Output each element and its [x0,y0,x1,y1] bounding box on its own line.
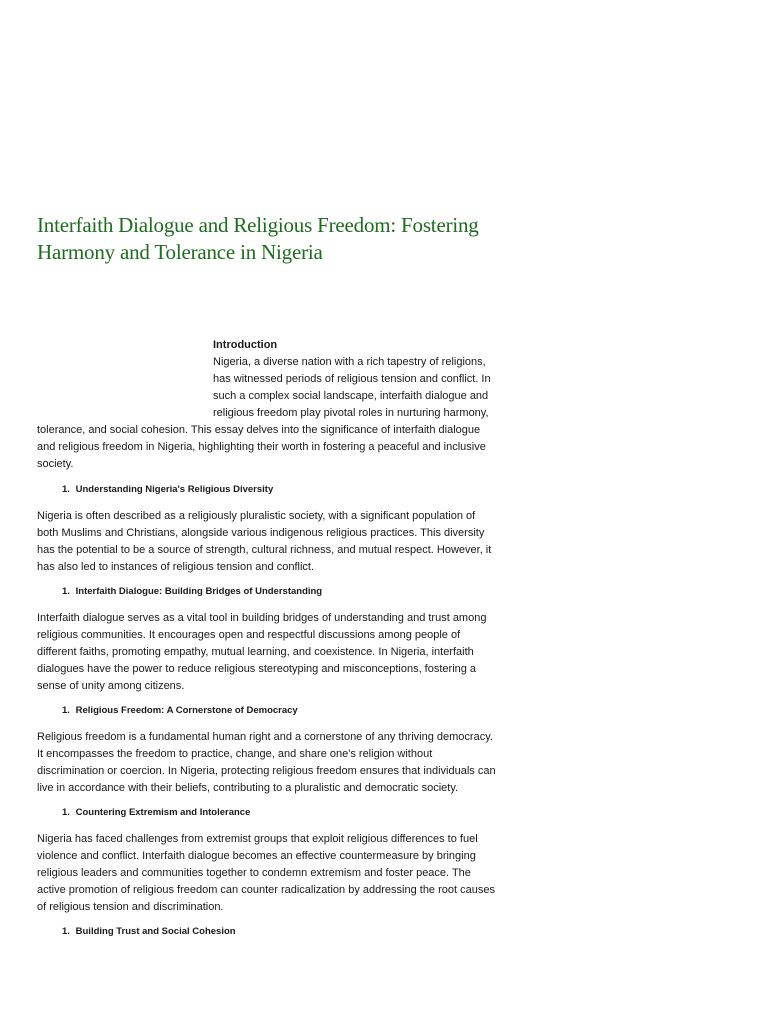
intro-heading: Introduction [213,339,278,351]
section-heading [37,483,499,497]
article-content [37,337,499,950]
section-number: 1. [62,926,70,937]
section-heading [37,585,499,599]
section-number: 1. [62,586,70,597]
section-title: Building Trust and Social Cohesion [75,926,236,937]
section-title: Religious Freedom: A Cornerstone of Democracy [75,705,298,716]
section-paragraph: Nigeria has faced challenges from extremist groups that exploit religious differences to fuel violence and conflict. Interfaith dialogue becomes an effective countermeasure by bringing religious leaders and communities together to condemn extremism and foster peace. The active promotion of religious freedom can counter radicalization by addressing the root causes of religious tension and discrimination. [37,833,495,913]
section-heading [37,806,499,820]
section-paragraph: Religious freedom is a fundamental human right and a cornerstone of any thriving democracy. It encompasses the freedom to practice, change, and share one's religion without discrimination or coercion. In Nigeria, protecting religious freedom ensures that individuals can live in accordance with their beliefs, contributing to a pluralistic and democratic society. [37,731,496,794]
section-paragraph: Nigeria is often described as a religiously pluralistic society, with a significant population of both Muslims and Christians, alongside various indigenous religious practices. This diversity has the potential to be a source of strength, cultural richness, and mutual respect. However, it has also led to instances of religious tension and conflict. [37,510,492,573]
section-heading [37,704,499,718]
section-title: Interfaith Dialogue: Building Bridges of Understanding [75,586,323,597]
intro-paragraph: Nigeria, a diverse nation with a rich tapestry of religions, has witnessed periods of religious tension and conflict. In such a complex social landscape, interfaith dialogue and religious freedom play pivotal roles in nurturing harmony, tolerance, and social cohesion. This essay delves into the significance of interfaith dialogue and religious freedom in Nigeria, highlighting their worth in fostering a peaceful and inclusive society. [37,356,491,470]
section-number: 1. [62,807,70,818]
article-title: Interfaith Dialogue and Religious Freedom: Fostering Harmony and Tolerance in Nigeria [37,213,479,264]
section-title: Countering Extremism and Intolerance [75,807,251,818]
section-paragraph: Interfaith dialogue serves as a vital tool in building bridges of understanding and trust among religious communities. It encourages open and respectful discussions among people of different faiths, promoting empathy, mutual learning, and coexistence. In Nigeria, interfaith dialogues have the power to reduce religious stereotyping and misconceptions, fostering a sense of unity among citizens. [37,612,487,692]
float-spacer [37,337,213,422]
section-title: Understanding Nigeria's Religious Diversity [75,484,274,495]
section-heading [37,925,499,939]
section-number: 1. [62,705,70,716]
section-number: 1. [62,484,70,495]
